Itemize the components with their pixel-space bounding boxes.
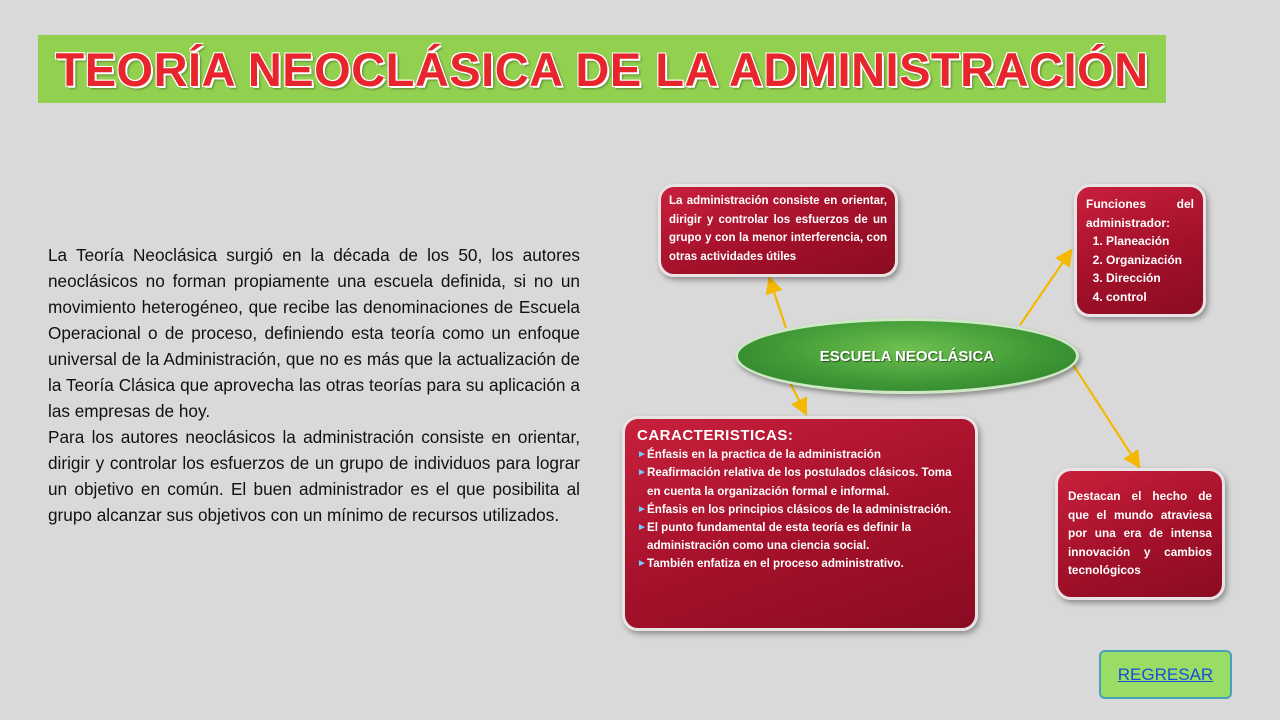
characteristics-box <box>622 416 978 631</box>
characteristics-heading: CARACTERISTICAS: <box>637 427 794 444</box>
functions-box <box>1074 184 1206 317</box>
page-title: TEORÍA NEOCLÁSICA DE LA ADMINISTRACIÓN <box>55 42 1149 96</box>
concept-map <box>600 170 1280 650</box>
list-item: ► Reafirmación relativa de los postulados clásicos. Toma en cuenta la organización formal e informal. <box>637 466 952 498</box>
intro-paragraph-2: Para los autores neoclásicos la administración consiste en orientar, dirigir y controlar los esfuerzos de un grupo de individuos para lograr un objetivo en común. El buen administrador es el que posibilita al grupo alcanzar sus objetivos con un mínimo de recursos utilizados. <box>48 427 580 525</box>
intro-paragraph-1: La Teoría Neoclásica surgió en la década de los 50, los autores neoclásicos no forman propiamente una escuela definida, si no un movimiento heterogéneo, que recibe las denominaciones de Escuela Operacional o de proceso, definiendo esta teoría como un enfoque universal de la Administración, que no es más que la actualización de la Teoría Clásica que aprovecha las otras teorías para su aplicación a las empresas de hoy. <box>48 245 580 421</box>
definition-text: La administración consiste en orientar, dirigir y controlar los esfuerzos de un grupo y con la menor interferencia, con otras actividades útiles <box>669 195 887 263</box>
functions-list <box>1086 232 1194 306</box>
list-item: 1. Planeación <box>1106 232 1194 251</box>
arrow-to-definition <box>770 280 786 328</box>
intro-text <box>48 242 580 528</box>
bullet-arrow-icon: ► <box>637 558 647 570</box>
bullet-arrow-icon: ► <box>637 522 647 534</box>
list-item: ► Énfasis en los principios clásicos de la administración. <box>637 501 963 519</box>
list-item: 4. control <box>1106 288 1194 307</box>
arrow-to-highlight <box>1070 360 1138 465</box>
list-item: ► Énfasis en la practica de la administración <box>637 446 963 464</box>
bullet-arrow-icon: ► <box>637 467 647 479</box>
highlight-box <box>1055 468 1225 600</box>
arrow-to-functions <box>1020 252 1070 325</box>
highlight-text: Destacan el hecho de que el mundo atraviesa por una era de intensa innovación y cambios tecnológicos <box>1068 489 1212 577</box>
center-label: ESCUELA NEOCLÁSICA <box>819 347 995 365</box>
list-item: 3. Dirección <box>1106 269 1194 288</box>
bullet-arrow-icon: ► <box>637 449 647 461</box>
back-button[interactable]: REGRESAR <box>1099 650 1232 699</box>
center-ellipse <box>735 318 1079 394</box>
list-item: ► El punto fundamental de esta teoría es definir la administración como una ciencia social. <box>637 521 912 553</box>
list-item: 2. Organización <box>1106 251 1194 270</box>
functions-heading: Funciones del administrador: <box>1086 197 1194 230</box>
definition-box <box>658 184 898 277</box>
characteristics-list <box>637 446 963 573</box>
title-banner <box>38 35 1166 103</box>
bullet-arrow-icon: ► <box>637 503 647 515</box>
list-item: ► También enfatiza en el proceso administrativo. <box>637 555 963 573</box>
